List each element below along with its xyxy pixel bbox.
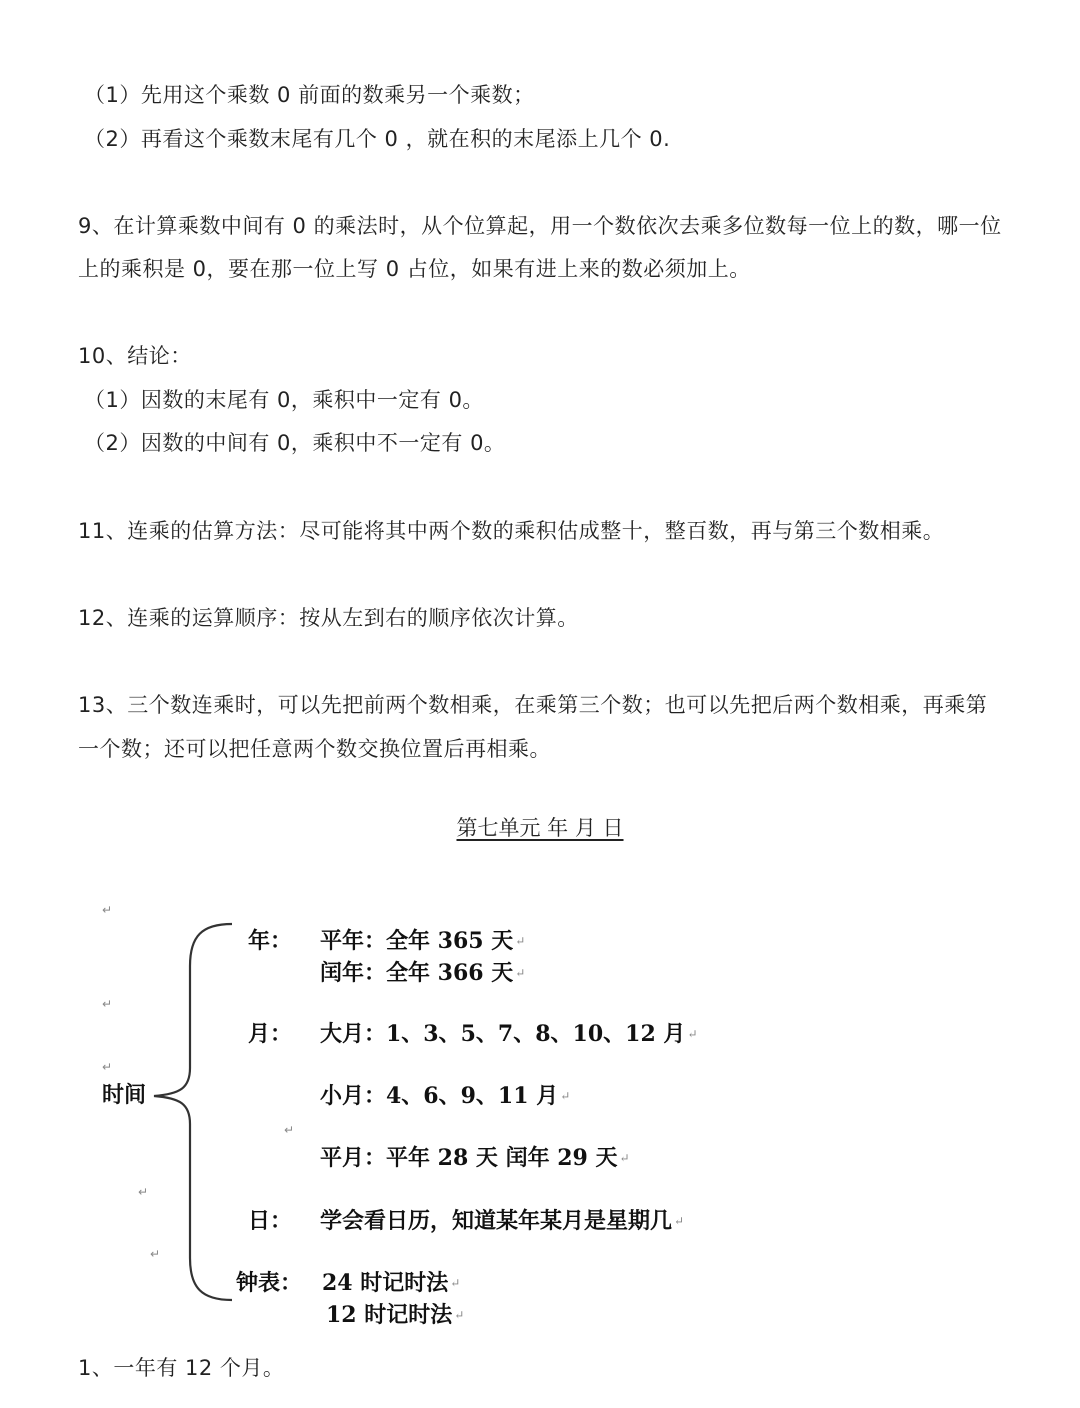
february-item: 平月：平年 28 天 闰年 29 天 ↵ xyxy=(320,1145,630,1171)
paragraph-11: 11、连乘的估算方法：尽可能将其中两个数的乘积估成整十，整百数，再与第三个数相乘。 xyxy=(78,519,945,543)
clock-label: 钟表： xyxy=(236,1270,303,1296)
paragraph-13-line-2: 一个数；还可以把任意两个数交换位置后再相乘。 xyxy=(78,737,551,761)
section-title-text: 第七单元 年 月 日 xyxy=(456,816,624,840)
month-label: 月： xyxy=(248,1021,293,1047)
year-label: 年： xyxy=(248,928,293,954)
big-month-item: 大月：1、3、5、7、8、10、12 月 ↵ xyxy=(320,1021,698,1047)
paragraph-10-item-1: （1）因数的末尾有 0，乘积中一定有 0。 xyxy=(84,388,484,412)
small-month-item: 小月：4、6、9、11 月 ↵ xyxy=(320,1083,571,1109)
section-title xyxy=(0,813,1080,843)
paragraph-10-item-2: （2）因数的中间有 0，乘积中不一定有 0。 xyxy=(84,431,506,455)
paragraph-mark: ↵ xyxy=(138,1185,149,1199)
paragraph-8-item-1: （1）先用这个乘数 0 前面的数乘另一个乘数； xyxy=(84,83,535,107)
paragraph-mark: ↵ xyxy=(102,903,113,917)
paragraph-9-line-1: 9、在计算乘数中间有 0 的乘法时，从个位算起，用一个数依次去乘多位数每一位上的数，哪一位 xyxy=(78,214,1002,238)
paragraph-last: 1、一年有 12 个月。 xyxy=(78,1356,285,1380)
leap-year-item: 闰年：全年 366 天 ↵ xyxy=(320,960,526,986)
day-item: 学会看日历，知道某年某月是星期几 ↵ xyxy=(320,1208,685,1234)
paragraph-10-heading: 10、结论： xyxy=(78,344,192,368)
paragraph-mark: ↵ xyxy=(150,1247,161,1261)
day-label: 日： xyxy=(248,1208,293,1234)
paragraph-mark: ↵ xyxy=(102,997,113,1011)
clock-12-hour-item: 12 时记时法 ↵ xyxy=(326,1302,465,1328)
common-year-item: 平年：全年 365 天 ↵ xyxy=(320,928,526,954)
diagram-root-label: 时间 xyxy=(102,1082,147,1108)
paragraph-mark: ↵ xyxy=(284,1123,295,1137)
paragraph-9-line-2: 上的乘积是 0，要在那一位上写 0 占位，如果有进上来的数必须加上。 xyxy=(78,257,751,281)
paragraph-8-item-2: （2）再看这个乘数末尾有几个 0 ，就在积的末尾添上几个 0. xyxy=(84,127,671,151)
paragraph-mark: ↵ xyxy=(102,1060,113,1074)
paragraph-13-line-1: 13、三个数连乘时，可以先把前两个数相乘，在乘第三个数；也可以先把后两个数相乘，再乘第 xyxy=(78,693,988,717)
paragraph-12: 12、连乘的运算顺序：按从左到右的顺序依次计算。 xyxy=(78,606,579,630)
clock-24-hour-item: 24 时记时法 ↵ xyxy=(322,1270,461,1296)
